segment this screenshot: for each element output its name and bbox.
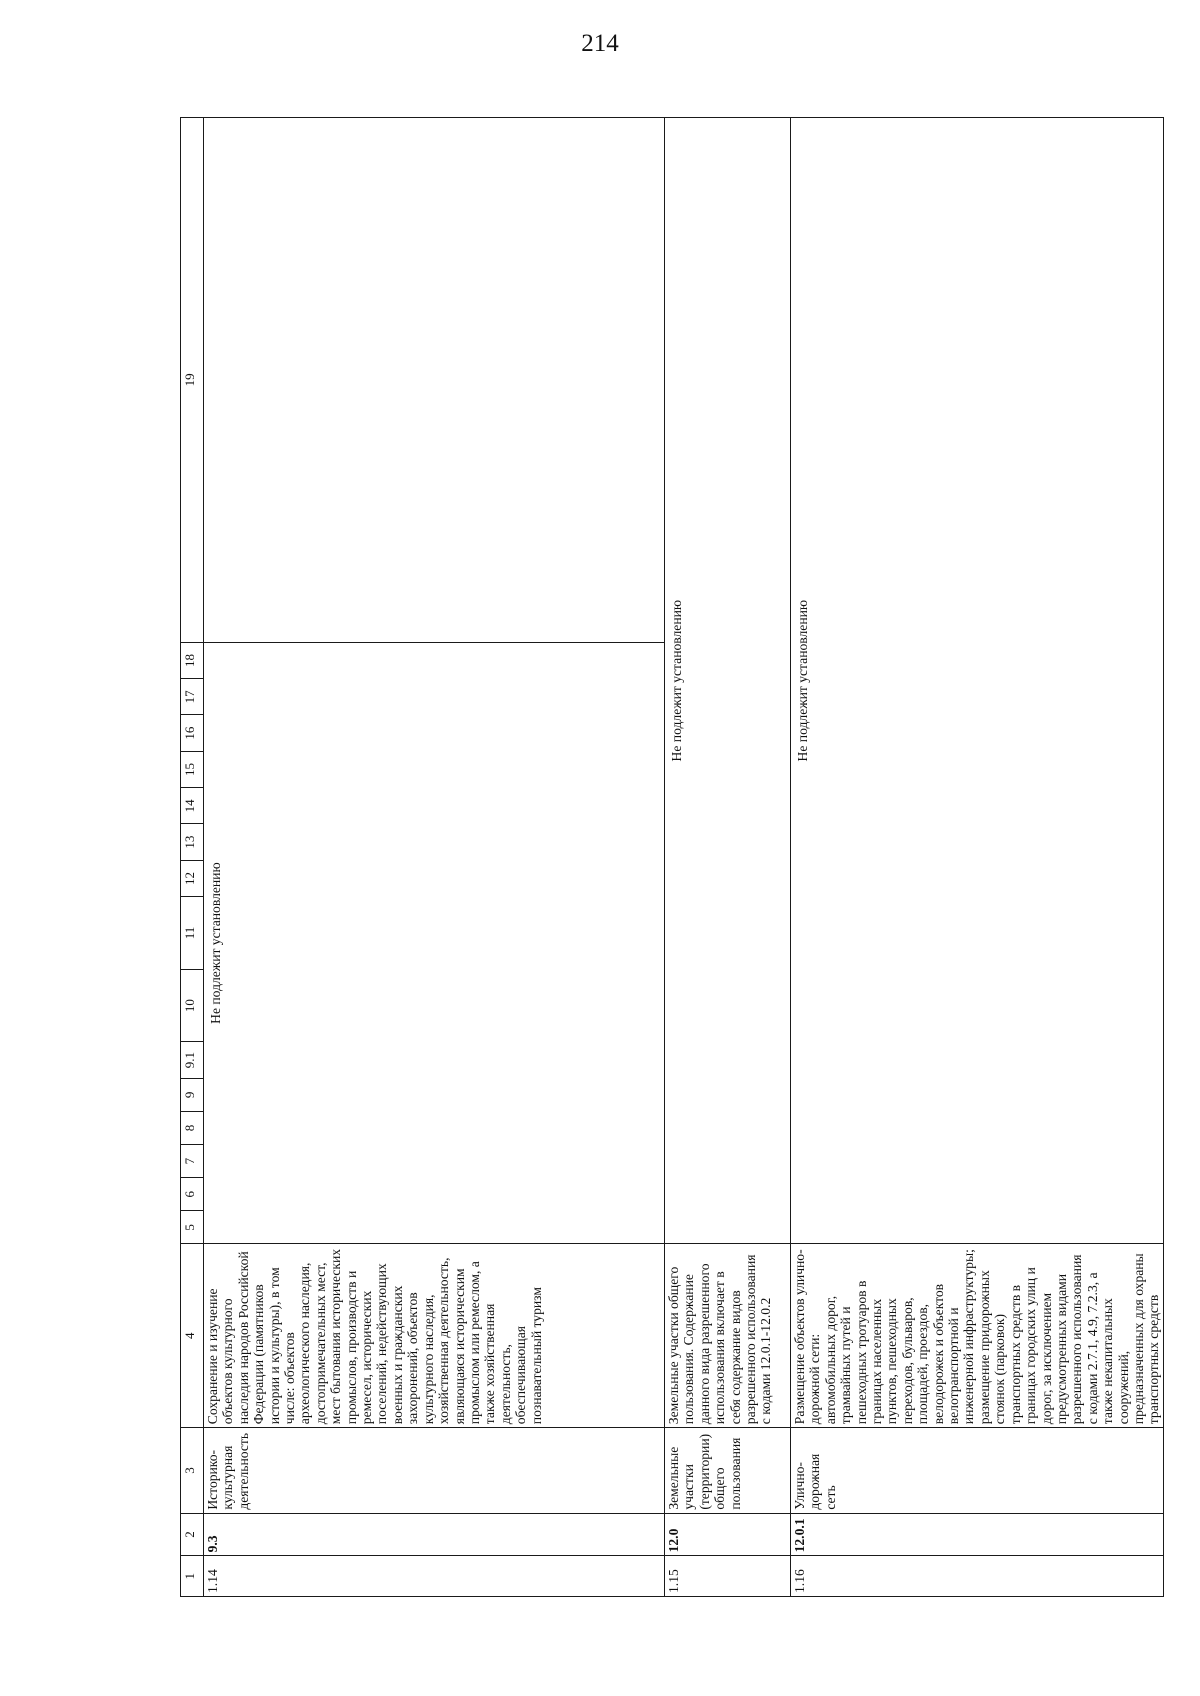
row-number: 1.14 <box>204 1556 665 1597</box>
use-code: 12.0.1 <box>791 1513 1164 1556</box>
row-number: 1.15 <box>665 1556 791 1597</box>
use-description: Сохранение и изучение объектов культурного наследия народов Российской Федерации (памятников истории и культуры), в том числе: объектов археологического наследия, достопримечательных мест, мест бытования исторических промыслов, производств и ремесел, исторических поселений, недействующих военных и гражданских захоронений, объектов культурного наследия, хозяйственная деятельность, являющаяся историческим промыслом или ремеслом, а также хозяйственная деятельность, обеспечивающая познавательный туризм <box>204 1244 665 1428</box>
table-row <box>665 118 791 1597</box>
column-header: 18 <box>181 642 204 678</box>
column-header: 17 <box>181 679 204 715</box>
zoning-table <box>180 117 1164 1597</box>
column-header: 15 <box>181 751 204 787</box>
use-name: Улично-дорожная сеть <box>791 1428 1164 1513</box>
column-header: 16 <box>181 715 204 751</box>
column-header: 2 <box>181 1513 204 1556</box>
column-header: 8 <box>181 1111 204 1144</box>
column-header: 7 <box>181 1145 204 1178</box>
column-header: 9 <box>181 1078 204 1111</box>
use-description: Земельные участки общего пользования. Содержание данного вида разрешенного использования включает в себя содержание видов разрешенного использования с кодами 12.0.1-12.0.2 <box>665 1244 791 1428</box>
use-code: 9.3 <box>204 1513 665 1556</box>
header-row <box>181 118 204 1597</box>
column-header: 11 <box>181 897 204 970</box>
table-row <box>204 118 665 1597</box>
table-row <box>791 118 1164 1597</box>
use-name: Земельные участки (территории) общего пользования <box>665 1428 791 1513</box>
column-header: 14 <box>181 788 204 824</box>
column-header: 4 <box>181 1244 204 1428</box>
page-number: 214 <box>581 30 619 57</box>
zoning-table-rotated <box>180 117 1162 1597</box>
column-header: 12 <box>181 860 204 896</box>
column-header: 5 <box>181 1211 204 1244</box>
column-header: 10 <box>181 969 204 1042</box>
row-number: 1.16 <box>791 1556 1164 1597</box>
column-19-cell <box>204 118 665 643</box>
params-merged-cell: Не подлежит установлению <box>791 118 1164 1244</box>
column-header: 9.1 <box>181 1042 204 1078</box>
column-header: 6 <box>181 1178 204 1211</box>
use-code: 12.0 <box>665 1513 791 1556</box>
column-header: 1 <box>181 1556 204 1597</box>
use-name: Историко-культурная деятельность <box>204 1428 665 1513</box>
params-merged-cell: Не подлежит установлению <box>665 118 791 1244</box>
column-header: 13 <box>181 824 204 860</box>
params-merged-cell: Не подлежит установлению <box>204 642 665 1244</box>
column-header: 3 <box>181 1428 204 1513</box>
use-description: Размещение объектов улично-дорожной сети: автомобильных дорог, трамвайных путей и пешеходных тротуаров в границах населенных пунктов, пешеходных переходов, бульваров, площадей, проездов, велодорожек и объектов велотранспортной и инженерной инфраструктуры; размещение придорожных стоянок (парковок) транспортных средств в границах городских улиц и дорог, за исключением предусмотренных видами разрешенного использования с кодами 2.7.1, 4.9, 7.2.3, а также некапитальных сооружений, предназначенных для охраны транспортных средств <box>791 1244 1164 1428</box>
column-header: 19 <box>181 118 204 643</box>
